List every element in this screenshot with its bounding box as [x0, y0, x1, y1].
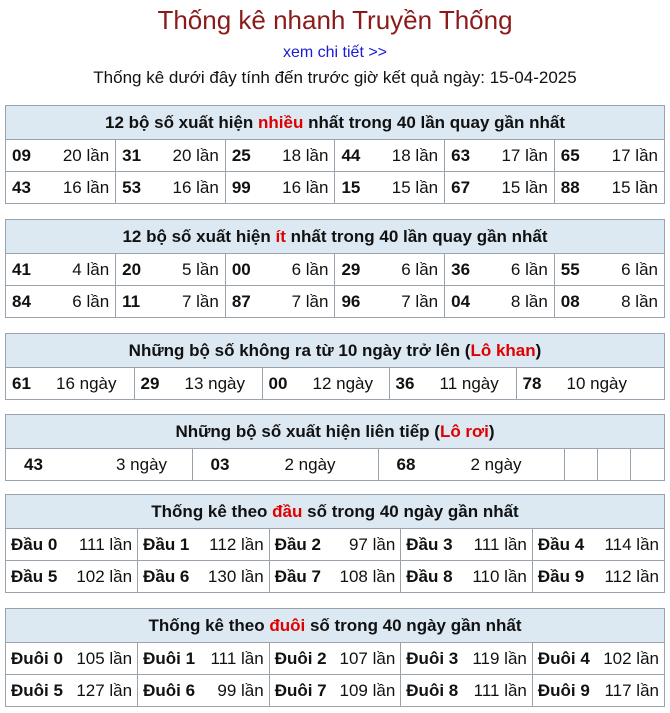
table-cell: Đầu 2 97 lần [269, 529, 401, 561]
table-cell: Đầu 0 111 lần [6, 529, 138, 561]
table-cell: 63 17 lần [445, 140, 555, 172]
table-row [6, 254, 664, 286]
lo-roi-section [5, 414, 665, 481]
table-cell: 78 10 ngày [516, 368, 664, 399]
duoi-stats-table [6, 643, 664, 706]
table-cell: Đuôi 7 109 lần [269, 675, 401, 707]
table-cell: 88 15 lần [554, 172, 664, 204]
page-title: Thống kê nhanh Truyền Thống [157, 5, 513, 35]
page-subtitle: Thống kê dưới đây tính đến trước giờ kết quả ngày: 15-04-2025 [93, 68, 577, 87]
section-header: 12 bộ số xuất hiện ít nhất trong 40 lần quay gần nhất [6, 220, 664, 254]
table-cell: Đuôi 8 111 lần [401, 675, 533, 707]
table-cell: 11 7 lần [116, 286, 226, 318]
least-frequent-table [6, 254, 664, 317]
table-cell: Đuôi 4 102 lần [532, 643, 664, 675]
table-cell: 68 2 ngày [378, 449, 564, 480]
table-cell: Đầu 1 112 lần [138, 529, 270, 561]
least-frequent-section [5, 219, 665, 318]
lo-khan-section [5, 333, 665, 400]
table-cell: Đầu 4 114 lần [532, 529, 664, 561]
table-cell: 99 16 lần [225, 172, 335, 204]
empty-cell [630, 449, 664, 480]
table-cell: Đầu 9 112 lần [532, 561, 664, 593]
table-row [6, 172, 664, 204]
table-cell: 84 6 lần [6, 286, 116, 318]
table-row [6, 449, 664, 480]
table-cell: Đầu 8 110 lần [401, 561, 533, 593]
table-cell: 55 6 lần [554, 254, 664, 286]
table-cell: 20 5 lần [116, 254, 226, 286]
lo-khan-table [6, 368, 664, 399]
table-cell: 25 18 lần [225, 140, 335, 172]
table-cell: Đuôi 1 111 lần [138, 643, 270, 675]
table-cell: 00 6 lần [225, 254, 335, 286]
table-cell: 36 6 lần [445, 254, 555, 286]
view-details-link[interactable]: xem chi tiết >> [282, 44, 388, 61]
most-frequent-table [6, 140, 664, 203]
table-cell: 43 16 lần [6, 172, 116, 204]
table-cell: 00 12 ngày [262, 368, 389, 399]
table-cell: 31 20 lần [116, 140, 226, 172]
table-cell: 53 16 lần [116, 172, 226, 204]
table-cell: 41 4 lần [6, 254, 116, 286]
empty-cell [564, 449, 597, 480]
table-cell: 87 7 lần [225, 286, 335, 318]
section-header: Thống kê theo đầu số trong 40 ngày gần nhất [6, 495, 664, 529]
table-cell: 36 11 ngày [389, 368, 516, 399]
section-header: 12 bộ số xuất hiện nhiều nhất trong 40 lần quay gần nhất [6, 106, 664, 140]
table-cell: Đầu 7 108 lần [269, 561, 401, 593]
table-cell: 03 2 ngày [192, 449, 378, 480]
table-cell: 67 15 lần [445, 172, 555, 204]
table-cell: 65 17 lần [554, 140, 664, 172]
table-row [6, 643, 664, 675]
lo-roi-table [6, 449, 664, 480]
table-row [6, 675, 664, 707]
table-cell: 43 3 ngày [6, 449, 192, 480]
table-cell: Đuôi 6 99 lần [138, 675, 270, 707]
table-cell: 29 6 lần [335, 254, 445, 286]
table-row [6, 561, 664, 593]
dau-stats-table [6, 529, 664, 592]
table-cell: Đầu 6 130 lần [138, 561, 270, 593]
table-row [6, 140, 664, 172]
table-cell: Đầu 3 111 lần [401, 529, 533, 561]
section-header: Thống kê theo đuôi số trong 40 ngày gần nhất [6, 609, 664, 643]
table-cell: 04 8 lần [445, 286, 555, 318]
dau-stats-section [5, 494, 665, 593]
table-cell: Đầu 5 102 lần [6, 561, 138, 593]
table-cell: 29 13 ngày [134, 368, 262, 399]
table-cell: 09 20 lần [6, 140, 116, 172]
table-row [6, 286, 664, 318]
table-cell: Đuôi 5 127 lần [6, 675, 138, 707]
table-row [6, 368, 664, 399]
table-cell: 15 15 lần [335, 172, 445, 204]
table-cell: Đuôi 9 117 lần [532, 675, 664, 707]
table-cell: Đuôi 3 119 lần [401, 643, 533, 675]
most-frequent-section [5, 105, 665, 204]
table-cell: 61 16 ngày [6, 368, 134, 399]
table-cell: 96 7 lần [335, 286, 445, 318]
table-row [6, 529, 664, 561]
duoi-stats-section [5, 608, 665, 707]
table-cell: Đuôi 0 105 lần [6, 643, 138, 675]
table-cell: Đuôi 2 107 lần [269, 643, 401, 675]
table-cell: 44 18 lần [335, 140, 445, 172]
empty-cell [597, 449, 630, 480]
section-header: Những bộ số không ra từ 10 ngày trở lên (Lô khan) [6, 334, 664, 368]
table-cell: 08 8 lần [554, 286, 664, 318]
section-header: Những bộ số xuất hiện liên tiếp (Lô rơi) [6, 415, 664, 449]
